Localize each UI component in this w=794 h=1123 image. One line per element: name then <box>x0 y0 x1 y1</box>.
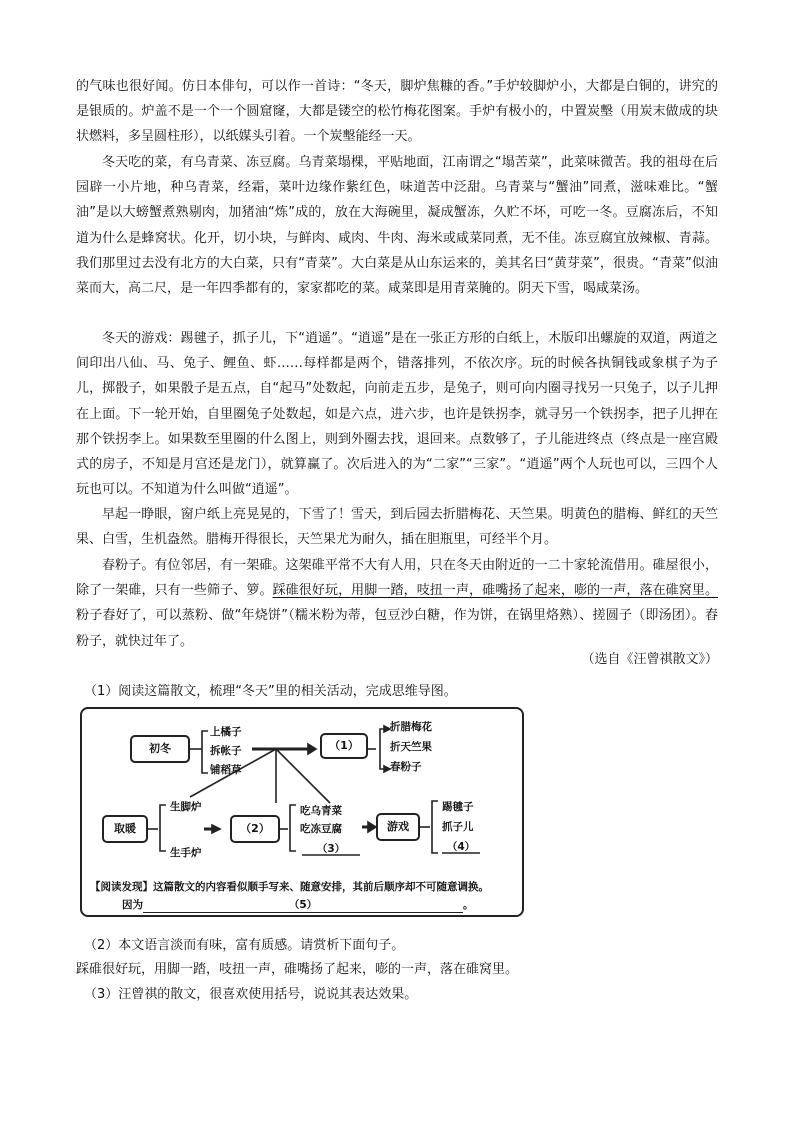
paragraph-snow: 早起一睁眼，窗户纸上亮晃晃的，下雪了！雪天，到后园去折腊梅花、天竺果。明黄色的腊梅、鲜红的天竺果、白雪，生机盎然。腊梅开得很长，天竺果尤为耐久，插在胆瓶里，可经半个月。 <box>76 507 718 548</box>
qunuan-item-1: 生脚炉 <box>170 801 202 813</box>
paragraph-winter-dishes: 冬天吃的菜，有乌青菜、冻豆腐。乌青菜塌棵，平贴地面，江南谓之“塌苦菜”，此菜味微苦。我的祖母在后园辟一小片地，种乌青菜，经霜，菜叶边缘作紫红色，味道苦中泛甜。乌青菜与“蟹油”同煮，滋味难比。“蟹油”是以大螃蟹煮熟剔肉，加猪油“炼”成的，放在大海碗里，凝成蟹冻，久贮不坏，可吃一冬。豆腐冻后，不知道为什么是蜂窝状。化开，切小块，与鲜肉、咸肉、牛肉、海米或咸菜同煮，无不佳。冻豆腐宜放辣椒、青蒜。我们那里过去没有北方的大白菜，只有“青菜”。大白菜是从山东运来的，美其名曰“黄芽菜”，很贵。“青菜”似油菜而大，高二尺，是一年四季都有的，家家都吃的菜。咸菜即是用青菜腌的。阴天下雪，喝咸菜汤。 <box>76 155 718 297</box>
food-item-2: 吃冻豆腐 <box>300 823 342 835</box>
blank-3: （3） <box>316 843 346 855</box>
source-citation: （选自《汪曾祺散文》） <box>581 652 718 667</box>
paragraph-hand-stove: 的气味也很好闻。仿日本俳句，可以作一首诗：“冬天，脚炉焦糠的香。”手炉较脚炉小，大都是白铜的，讲究的是银质的。炉盖不是一个一个圆窟窿，大都是镂空的松竹梅花图案。手炉有极小的，中置炭墼（用炭末做成的块状燃料，多呈圆柱形），以纸媒头引着。一个炭墼能经一天。 <box>76 79 718 145</box>
blank-4: （4） <box>446 841 476 853</box>
chudong-item-2: 拆帐子 <box>210 745 242 757</box>
right-item-2: 折天竺果 <box>390 741 432 753</box>
food-item-1: 吃乌青菜 <box>300 805 342 817</box>
question-2-sentence: 踩碓很好玩，用脚一踏，吱扭一声，碓嘴扬了起来，嘭的一声，落在碓窝里。 <box>76 962 519 977</box>
chudong-item-3: 铺稻草 <box>210 764 242 776</box>
reading-discovery-note: 【阅读发现】这篇散文的内容看似顺手写来、随意安排，其前后顺序却不可随意调换。 <box>90 881 489 893</box>
question-1: （1）阅读这篇散文，梳理“冬天”里的相关活动，完成思维导图。 <box>84 684 457 699</box>
game-item-2: 抓子儿 <box>442 821 474 833</box>
right-item-1: 折腊梅花 <box>390 721 432 733</box>
right-item-3: 春粉子 <box>390 761 422 773</box>
paragraph-winter-games: 冬天的游戏：踢毽子，抓子儿，下“逍遥”。“逍遥”是在一张正方形的白纸上，木版印出螺旋的双道，两道之间印出八仙、马、兔子、鲤鱼、虾……每样都是两个，错落排列，不依次序。玩的时候各执铜钱或象棋子为子儿，掷骰子，如果骰子是五点，自“起马”处数起，向前走五步，是兔子，则可向内圈寻找另一只兔子，以子儿押在上面。下一轮开始，自里圈兔子处数起，如是六点，进六步，也许是铁拐李，就寻另一个铁拐李，把子儿押在那个铁拐李上。如果数至里圈的什么图上，则到外圈去找，退回来。点数够了，子儿能进终点（终点是一座宫殿式的房子，不知是月宫还是龙门），就算赢了。次后进入的为“二家”“三家”。“逍遥”两个人玩也可以，三四个人玩也可以。不知道为什么叫做“逍遥”。 <box>76 331 718 498</box>
underlined-sentence: 踩碓很好玩，用脚一踏，吱扭一声，碓嘴扬了起来，嘭的一声，落在碓窝里。 <box>272 583 718 599</box>
blank-2-box: （2） <box>230 815 280 843</box>
game-item-1: 踢毽子 <box>442 801 474 813</box>
period: 。 <box>463 899 474 911</box>
qunuan-box: 取暖 <box>102 815 148 843</box>
chudong-item-1: 上橘子 <box>210 726 242 738</box>
reading-discovery-answer-line <box>122 897 474 913</box>
rice-flour-text-2: 粉子舂好了，可以蒸粉、做“年烧饼”（糯米粉为蒂，包豆沙白糖，作为饼，在锅里烙熟）、搓圆子（即汤团）。舂粉子，就快过年了。 <box>76 608 718 649</box>
because-label: 因为 <box>122 899 143 911</box>
question-3: （3）汪曾祺的散文，很喜欢使用括号，说说其表达效果。 <box>84 987 418 1002</box>
youxi-box: 游戏 <box>376 813 420 841</box>
blank-5: （5） <box>143 897 463 913</box>
blank-1-box: （1） <box>320 733 368 759</box>
question-2: （2）本文语言淡而有味，富有质感。请赏析下面句子。 <box>84 938 405 953</box>
chudong-box: 初冬 <box>130 735 190 763</box>
rice-flour-text-1: 春粉子。有位邻居，有一架碓。这架碓平常不大有人用，只在冬天由附近的一二十家轮流借用。碓屋很小，除了一架碓，只有一些筛子、箩。 <box>76 558 718 599</box>
mind-map <box>80 707 524 917</box>
paragraph-rice-flour <box>76 553 718 654</box>
qunuan-item-2: 生手炉 <box>170 847 202 859</box>
